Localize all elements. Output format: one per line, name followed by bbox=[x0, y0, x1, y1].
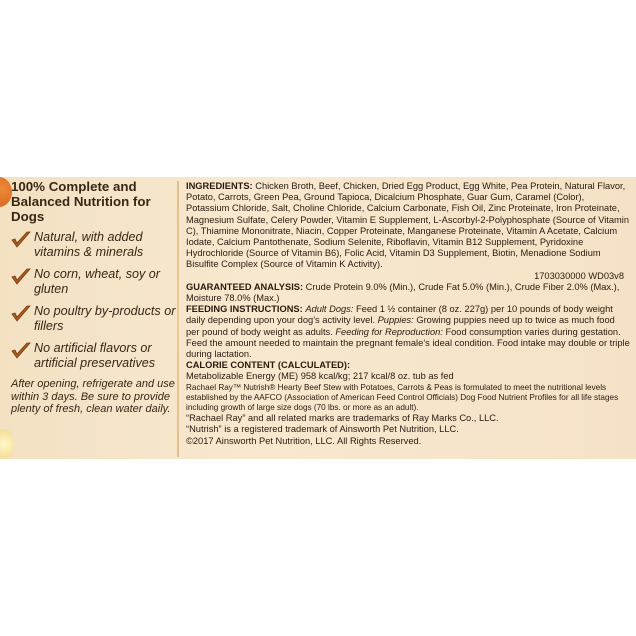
ingredients-text: Chicken Broth, Beef, Chicken, Dried Egg Product, Egg White, Pea Protein, Natural Flavor, Potato, Carrots, Green Pea, Ground Tapioca, Dicalcium Phosphate, Guar Gum, Caramel (Color), Potassium Chloride, Salt, Choline Chloride, Calcium Carbonate, Fish Oil, Zinc Proteinate, Iron Proteinate, Magnesium Sulfate, Celery Powder, Vitamin E Supplement, L-Ascorbyl-2-Polyphosphate (Source of Vitamin C), Thiamine Mononitrate, Niacin, Copper Proteinate, Manganese Proteinate, Vitamin A Acetate, Calcium Iodate, Calcium Pantothenate, Sodium Selenite, Riboflavin, Vitamin B12 Supplement, Pyridoxine Hydrochloride (Source of Vitamin B6), Folic Acid, Vitamin D3 Supplement, Biotin, Menadione Sodium Bisulfite Complex (Source of Vitamin K Activity). bbox=[186, 181, 630, 270]
trademark-nutrish: “Nutrish” is a registered trademark of Ainsworth Pet Nutrition, LLC. bbox=[186, 424, 459, 435]
checkmark-icon bbox=[11, 342, 31, 359]
claims-list bbox=[11, 230, 179, 371]
feeding-instructions-section bbox=[186, 304, 630, 360]
trademark-rachael-ray: “Rachael Ray” and all related marks are trademarks of Ray Marks Co., LLC. bbox=[186, 413, 499, 424]
adult-dogs-label: Adult Dogs: bbox=[305, 304, 354, 315]
analysis-label: GUARANTEED ANALYSIS: bbox=[186, 281, 304, 292]
benefits-panel bbox=[11, 179, 179, 427]
analysis-text: Crude Protein 9.0% (Min.), Crude Fat 5.0% (Min.), Crude Fiber 2.0% (Max.), Moisture 78.0% (Max.) bbox=[186, 281, 620, 304]
claim-item bbox=[11, 267, 179, 297]
reproduction-text: Food consumption varies during gestation. Feed the amount needed to maintain the pregnant female’s ideal condition. Food intake may double or triple during lactation. bbox=[186, 326, 630, 360]
claim-text: No corn, wheat, soy or gluten bbox=[34, 267, 160, 296]
checkmark-icon bbox=[11, 305, 31, 322]
pet-food-label-panel bbox=[0, 177, 636, 459]
product-code: 1703030000 WD03v8 bbox=[534, 270, 624, 281]
claim-text: Natural, with added vitamins & minerals bbox=[34, 230, 144, 259]
checkmark-icon bbox=[11, 231, 31, 248]
calorie-label: CALORIE CONTENT (CALCULATED): bbox=[186, 360, 351, 371]
aafco-statement: Rachael Ray™ Nutrish® Hearty Beef Stew with Potatoes, Carrots & Peas is formulated to meet the nutritional levels established by the AAFCO (Association of American Feed Control Officials) Dog Food Nutrient Profiles for all life stages including growth of large size dogs (70 lbs. or more as an adult). bbox=[186, 382, 619, 413]
claim-text: No poultry by-products or fillers bbox=[34, 304, 176, 333]
reproduction-label: Feeding for Reproduction: bbox=[335, 326, 443, 337]
puppies-text: Growing puppies need up to twice as much food per pound of body weight as adults. bbox=[186, 315, 615, 337]
yellow-decoration bbox=[0, 429, 14, 459]
claim-text: No artificial flavors or artificial preservatives bbox=[34, 341, 156, 370]
claim-item bbox=[11, 341, 179, 371]
nutrition-facts-panel bbox=[186, 181, 630, 447]
calorie-text: Metabolizable Energy (ME) 958 kcal/kg; 217 kcal/8 oz. tub as fed bbox=[186, 371, 454, 382]
column-divider bbox=[177, 181, 179, 457]
calorie-content-section bbox=[186, 360, 630, 371]
ingredients-label: INGREDIENTS: bbox=[186, 181, 253, 191]
puppies-label: Puppies: bbox=[377, 315, 414, 326]
checkmark-icon bbox=[11, 268, 31, 285]
ingredients-section bbox=[186, 181, 630, 271]
copyright-notice: ©2017 Ainsworth Pet Nutrition, LLC. All Rights Reserved. bbox=[186, 435, 422, 446]
adult-dogs-text: Feed 1 ½ container (8 oz. 227g) per 10 pounds of body weight daily depending upon your dog’s activity level. bbox=[186, 304, 613, 326]
claim-item bbox=[11, 230, 179, 260]
claim-item bbox=[11, 304, 179, 334]
storage-instructions: After opening, refrigerate and use within 3 days. Be sure to provide plenty of fresh, clean water daily. bbox=[11, 378, 175, 416]
feeding-label: FEEDING INSTRUCTIONS: bbox=[186, 304, 303, 315]
guaranteed-analysis-section bbox=[186, 282, 630, 304]
nutrition-headline: 100% Complete and Balanced Nutrition for Dogs bbox=[11, 179, 151, 224]
